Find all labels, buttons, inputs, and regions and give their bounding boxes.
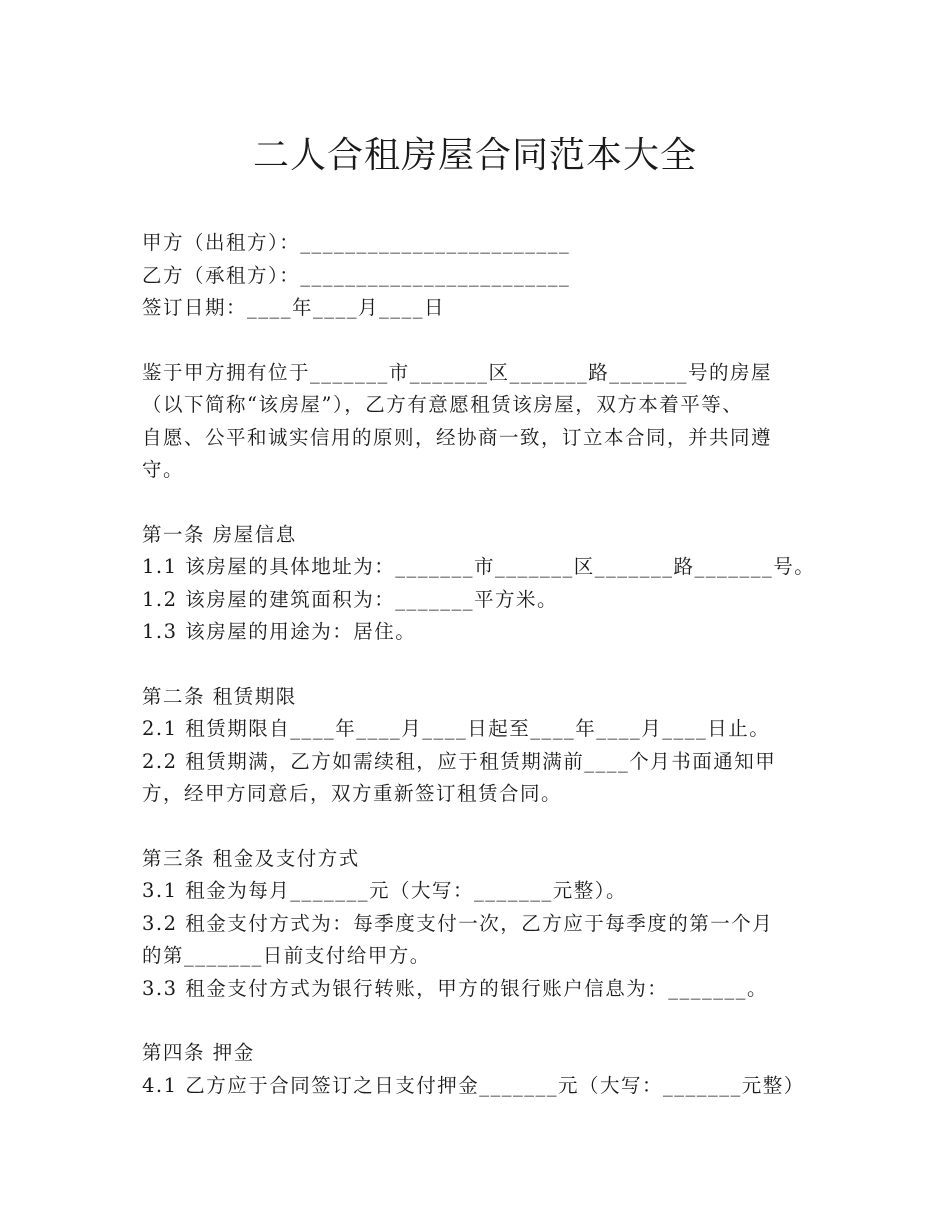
paragraph-gap: [142, 1005, 842, 1037]
clause-line: 1.1 该房屋的具体地址为：_______市_______区_______路_______号。: [142, 555, 816, 578]
clause-line: 2.2 租赁期满，乙方如需续租，应于租赁期满前____个月书面通知甲: [142, 749, 777, 773]
party-b-line: 乙方（承租方）：________________________: [142, 263, 571, 287]
document-body: [142, 227, 842, 1102]
clause-line: 方，经甲方同意后，双方重新签订租赁合同。: [142, 782, 563, 805]
paragraph-gap: [142, 811, 842, 843]
article-heading: 第二条 租赁期限: [142, 684, 297, 708]
preamble-line: 守。: [142, 458, 185, 481]
clause-line: 的第_______日前支付给甲方。: [142, 944, 431, 967]
preamble-paragraph: [142, 357, 842, 487]
paragraph-gap: [142, 487, 842, 519]
clause-line: 3.3 租金支付方式为银行转账，甲方的银行账户信息为：_______。: [142, 976, 768, 1000]
party-a-line: 甲方（出租方）：________________________: [142, 231, 571, 254]
article-heading: 第四条 押金: [142, 1041, 255, 1064]
clause-line: 3.1 租金为每月_______元（大写：_______元整）。: [142, 879, 627, 902]
article-heading: 第一条 房屋信息: [142, 522, 297, 546]
article-1: [142, 519, 842, 649]
article-4: [142, 1037, 842, 1102]
clause-line: 3.2 租金支付方式为：每季度支付一次，乙方应于每季度的第一个月: [142, 911, 774, 935]
paragraph-gap: [142, 649, 842, 681]
article-heading: 第三条 租金及支付方式: [142, 846, 360, 870]
sign-date-line: 签订日期：____年____月____日: [142, 296, 446, 319]
preamble-line: （以下简称“该房屋”），乙方有意愿租赁该房屋，双方本着平等、: [142, 393, 744, 416]
document-title: 二人合租房屋合同范本大全: [252, 135, 697, 176]
preamble-line: 自愿、公平和诚实信用的原则，经协商一致，订立本合同，并共同遵: [142, 425, 773, 449]
article-3: [142, 843, 842, 1006]
clause-line: 2.1 租赁期限自____年____月____日起至____年____月____日止。: [142, 717, 771, 740]
article-2: [142, 681, 842, 811]
paragraph-gap: [142, 325, 842, 357]
clause-line: 1.3 该房屋的用途为：居住。: [142, 620, 417, 643]
clause-line: 4.1 乙方应于合同签订之日支付押金_______元（大写：_______元整）: [142, 1073, 805, 1097]
clause-line: 1.2 该房屋的建筑面积为：_______平方米。: [142, 587, 558, 611]
preamble-line: 鉴于甲方拥有位于_______市_______区_______路_______号的房屋: [142, 360, 773, 384]
